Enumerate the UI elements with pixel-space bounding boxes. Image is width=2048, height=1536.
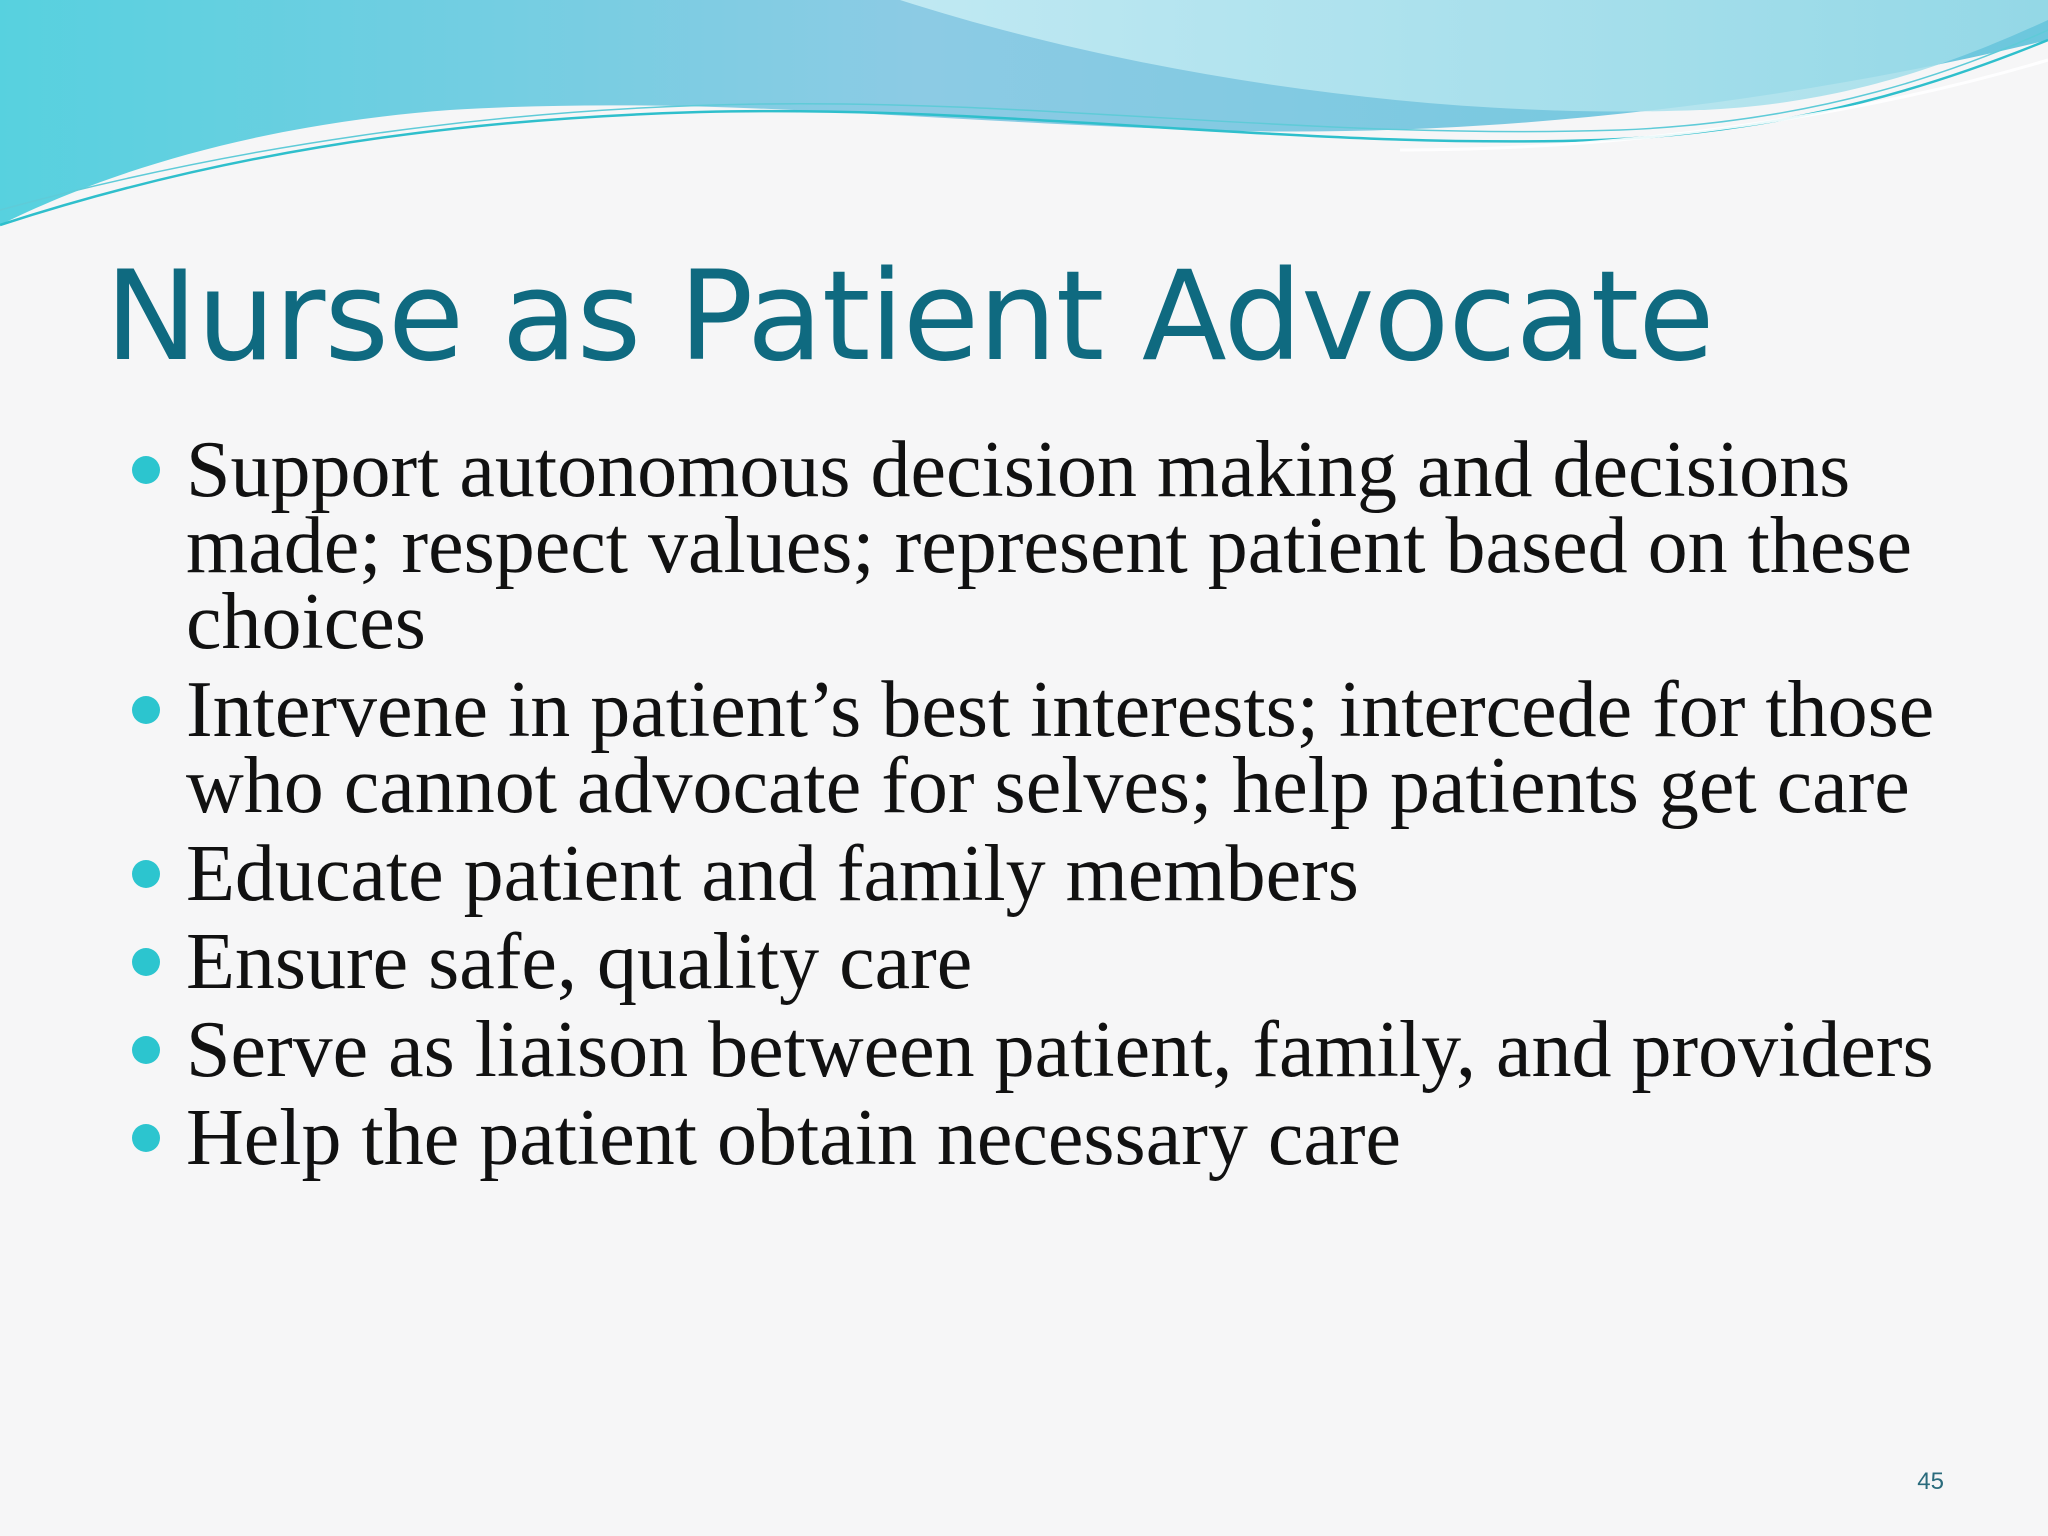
header-wave-decoration [0,0,2048,240]
bullet-item [130,426,1970,666]
bullet-item [130,1094,1970,1182]
bullet-text: Help the patient obtain necessary care [186,1094,1401,1182]
bullet-item [130,830,1970,918]
bullet-dot-icon [132,456,160,484]
bullet-list [130,426,1970,1188]
bullet-text: Serve as liaison between patient, family, and providers [186,1006,1934,1094]
bullet-dot-icon [132,1036,160,1064]
bullet-text: Educate patient and family members [186,830,1359,918]
bullet-dot-icon [132,860,160,888]
slide-title: Nurse as Patient Advocate [105,245,1714,389]
bullet-item [130,666,1970,830]
bullet-dot-icon [132,948,160,976]
bullet-text: Support autonomous decision making and decisions made; respect values; represent patient based on these choices [186,426,1912,666]
bullet-dot-icon [132,696,160,724]
bullet-item [130,1006,1970,1094]
bullet-text: Ensure safe, quality care [186,918,973,1006]
bullet-text: Intervene in patient’s best interests; intercede for those who cannot advocate for selves; help patients get care [186,666,1935,830]
bullet-dot-icon [132,1124,160,1152]
bullet-item [130,918,1970,1006]
page-number: 45 [1917,1468,1944,1495]
